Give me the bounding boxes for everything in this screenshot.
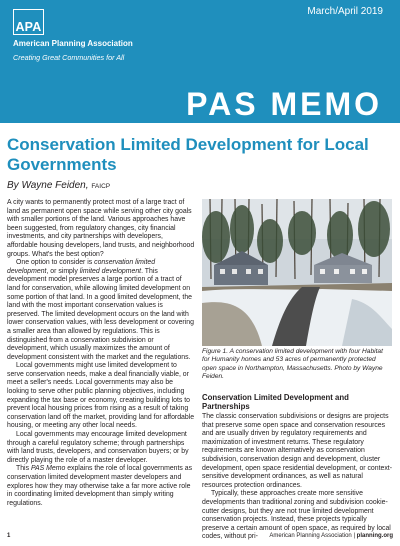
masthead [0,0,400,123]
paragraph-memo-purpose: This PAS Memo explains the role of local governments as conservation limited development master developers and explores how they may otherwise take a far more active role in coordinating limited development than simply writing regulations. [7,465,193,507]
paragraph-classic-designs: The classic conservation subdivisions or designs are projects that preserve some open space and conservation resources and are usually driven by regulatory requirements and maximization of investment returns. These regulatory requirements are known alternatively as conservation subdivision, conservation design and development, cluster development, open space residential development, or context-sensitive development ordinances, as well as natural resources protection ordinances. [202,413,392,489]
paragraph-intro: A city wants to permanently protect most of a large tract of land as permanent open space while serving other city goals with smaller portions of the land. Various approaches have been suggested, from regulatory changes, city financial investments, and city partnerships with developers, affordable housing developers, land trusts, and neighborhood groups. What's the best option? [7,199,195,258]
paragraph-local-needs: Local governments might use limited development to serve conservation needs, make a deal financially viable, or meet a seller's needs. Local governments may also be looking to serve other public planning objectives, including expanding the tax base or economy, creating building lots to prevent local housing prices from rising as a result of taking conservation land off the market, providing land for affordable housing, or meeting any other local needs. [7,362,195,430]
paragraph-definition: One option to consider is conservation limited development, or simply limited development. This development model preserves a large portion of a tract of land for conservation, while allowing limited development on some portion of that land. In a good limited development, the land with the most important conservation values is preserved. The limited development occurs on the land with lower conservation values, with less development or covering a smaller area than allowed by regulations. This is distinguished from a conservation subdivision or development, which usually maximizes the amount of development consistent with the market and the regulations. [7,259,194,361]
section-heading: Conservation Limited Development and Partnerships [202,393,349,412]
apa-logo[interactable] [13,9,44,35]
logo-text: APA [15,19,42,34]
author-name: By Wayne Feiden, [7,180,89,191]
publication-title: PAS MEMO [186,86,382,122]
figure-photo [202,199,392,346]
right-column [202,413,392,542]
organization-tagline: Creating Great Communities for All [13,53,125,62]
article-title: Conservation Limited Development for Local Governments [7,135,369,174]
byline [7,180,110,191]
organization-name: American Planning Association [13,39,133,48]
author-credential: FAICP [91,183,111,190]
issue-date: March/April 2019 [307,6,383,17]
figure-caption: Figure 1. A conservation limited development with four Habitat for Humanity homes and 53 acres of permanently protected open space in Northampton, Massachusetts. Photo by Wayne Feiden. [202,348,383,381]
footer-credit [269,533,393,539]
paragraph-encourage: Local governments may encourage limited development through a careful regulatory scheme; through partnerships with land trusts, developers, and conservation buyers; or by directly playing the role of a master developer. [7,431,189,464]
left-column [7,199,195,508]
paragraph-typical-approaches: Typically, these approaches create more sensitive developments than traditional zoning and subdivision cookie-cutter designs, but they are not true limited development conservation projects. Instead, these projects typically preserve a certain amount of open space, as required by local codes, without pri- [202,490,391,541]
footer-url[interactable]: planning.org [356,533,393,539]
footer-org: American Planning Association | [269,533,355,539]
page-number: 1 [7,533,11,539]
